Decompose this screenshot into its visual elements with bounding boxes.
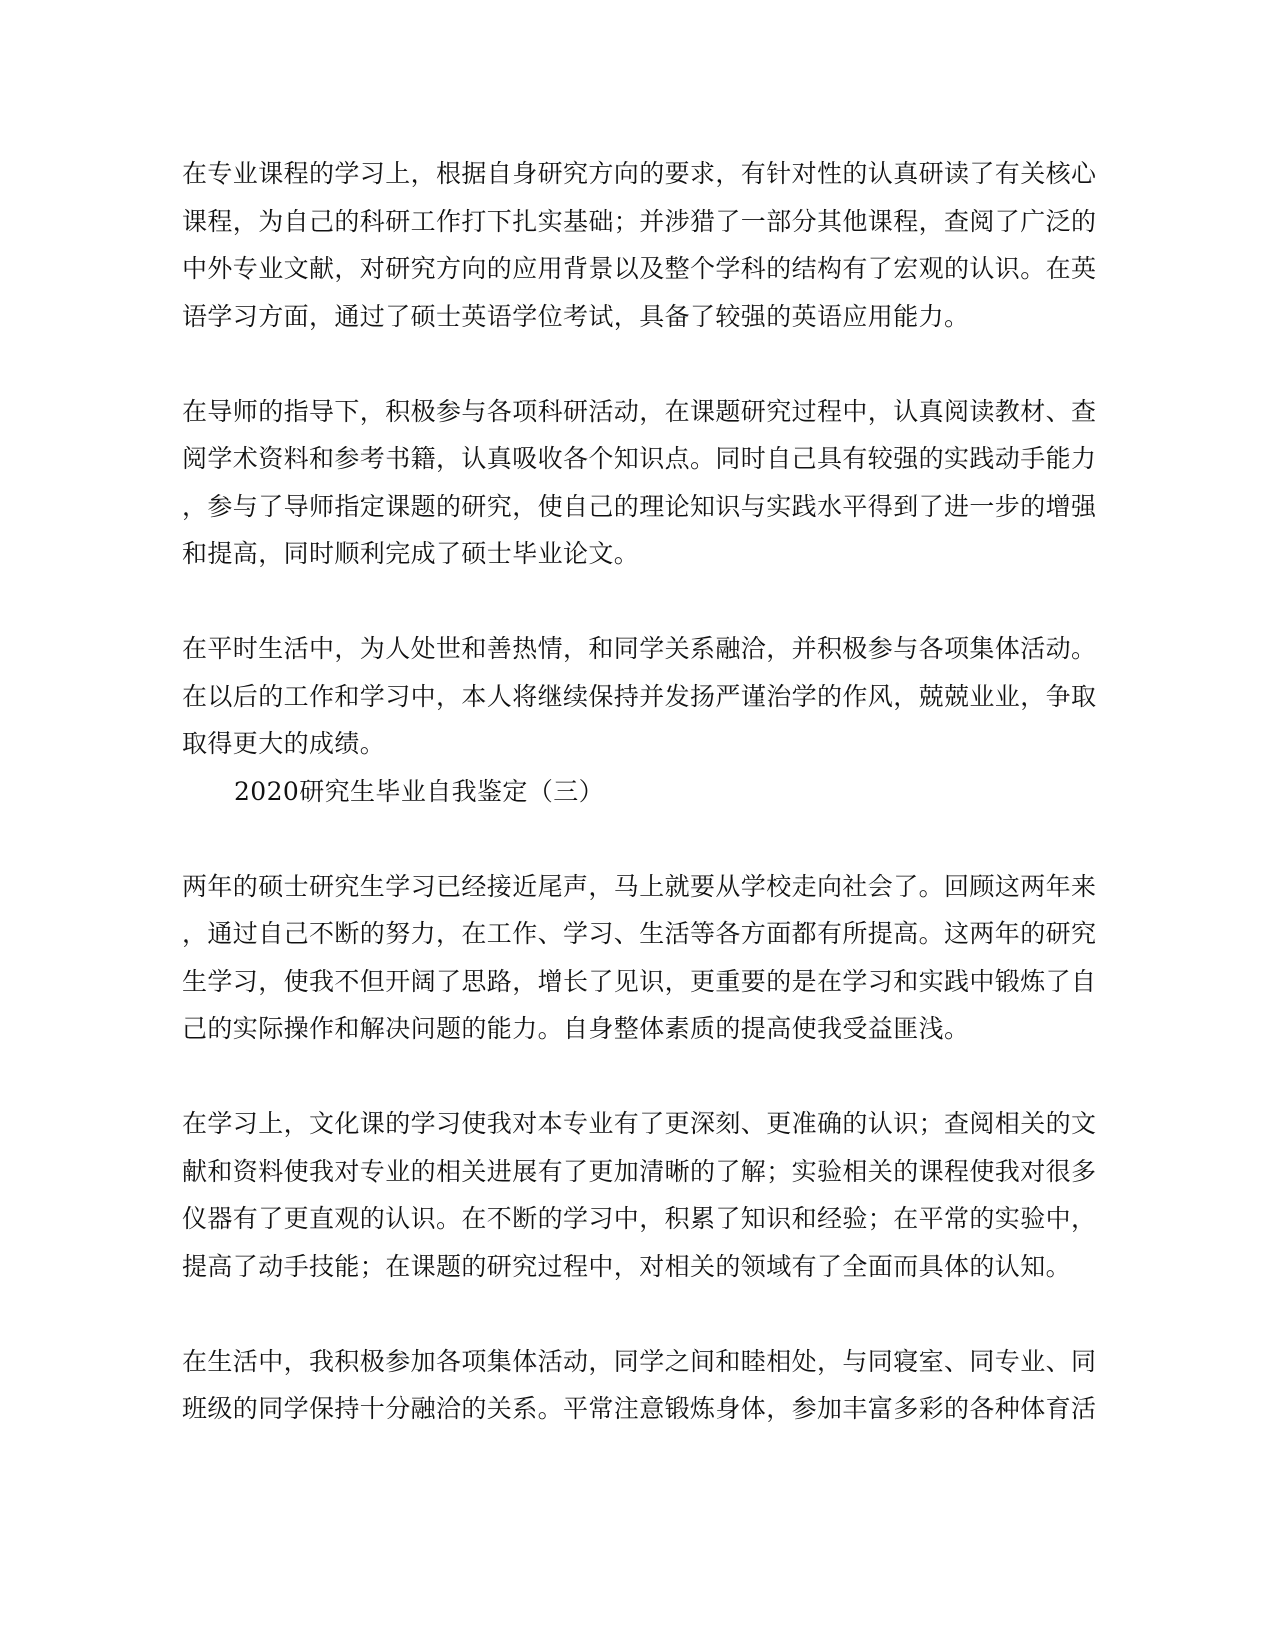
text-line: 提高了动手技能；在课题的研究过程中，对相关的领域有了全面而具体的认知。	[182, 1251, 1072, 1281]
paragraph-spacer	[182, 815, 1092, 863]
paragraph-spacer	[182, 340, 1092, 388]
text-line: ，通过自己不断的努力，在工作、学习、生活等各方面都有所提高。这两年的研究	[182, 919, 1097, 948]
paragraph-spacer	[182, 1290, 1092, 1338]
document-body	[182, 150, 1097, 1433]
text-line: 在以后的工作和学习中，本人将继续保持并发扬严谨治学的作风，兢兢业业，争取	[182, 681, 1097, 711]
paragraph-spacer	[182, 1053, 1092, 1101]
text-line: 和提高，同时顺利完成了硕士毕业论文。	[182, 539, 640, 568]
text-line: 在平时生活中，为人处世和善热情，和同学关系融洽，并积极参与各项集体活动。	[182, 634, 1097, 663]
text-line: 两年的硕士研究生学习已经接近尾声，马上就要从学校走向社会了。回顾这两年来	[182, 871, 1097, 901]
text-line: 在专业课程的学习上，根据自身研究方向的要求，有针对性的认真研读了有关核心	[182, 159, 1097, 188]
text-line: 仪器有了更直观的认识。在不断的学习中，积累了知识和经验；在平常的实验中，	[182, 1204, 1097, 1233]
paragraph-study-courses	[182, 150, 1097, 340]
text-line: 班级的同学保持十分融洽的关系。平常注意锻炼身体，参加丰富多彩的各种体育活	[182, 1394, 1097, 1423]
text-line: 在生活中，我积极参加各项集体活动，同学之间和睦相处，与同寝室、同专业、同	[182, 1346, 1097, 1376]
text-line: 在学习上，文化课的学习使我对本专业有了更深刻、更准确的认识；查阅相关的文	[182, 1109, 1097, 1138]
text-line: 取得更大的成绩。	[182, 729, 386, 758]
text-line: 课程，为自己的科研工作打下扎实基础；并涉猎了一部分其他课程，查阅了广泛的	[182, 206, 1097, 236]
text-line: 语学习方面，通过了硕士英语学位考试，具备了较强的英语应用能力。	[182, 301, 970, 331]
text-line: ，参与了导师指定课题的研究，使自己的理论知识与实践水平得到了进一步的增强	[182, 491, 1097, 521]
text-line: 献和资料使我对专业的相关进展有了更加清晰的了解；实验相关的课程使我对很多	[182, 1156, 1097, 1186]
paragraph-activities	[182, 1338, 1097, 1433]
paragraph-overview	[182, 863, 1097, 1053]
paragraph-spacer	[182, 578, 1092, 626]
text-line: 阅学术资料和参考书籍，认真吸收各个知识点。同时自己具有较强的实践动手能力	[182, 444, 1097, 473]
paragraph-life	[182, 625, 1097, 768]
text-line: 中外专业文献，对研究方向的应用背景以及整个学科的结构有了宏观的认识。在英	[182, 254, 1097, 283]
paragraph-learning	[182, 1100, 1097, 1290]
text-line: 己的实际操作和解决问题的能力。自身整体素质的提高使我受益匪浅。	[182, 1014, 970, 1043]
text-line: 在导师的指导下，积极参与各项科研活动，在课题研究过程中，认真阅读教材、查	[182, 396, 1097, 426]
paragraph-research	[182, 388, 1097, 578]
text-line: 生学习，使我不但开阔了思路，增长了见识，更重要的是在学习和实践中锻炼了自	[182, 966, 1097, 996]
section-heading: 2020研究生毕业自我鉴定（三）	[234, 776, 605, 806]
